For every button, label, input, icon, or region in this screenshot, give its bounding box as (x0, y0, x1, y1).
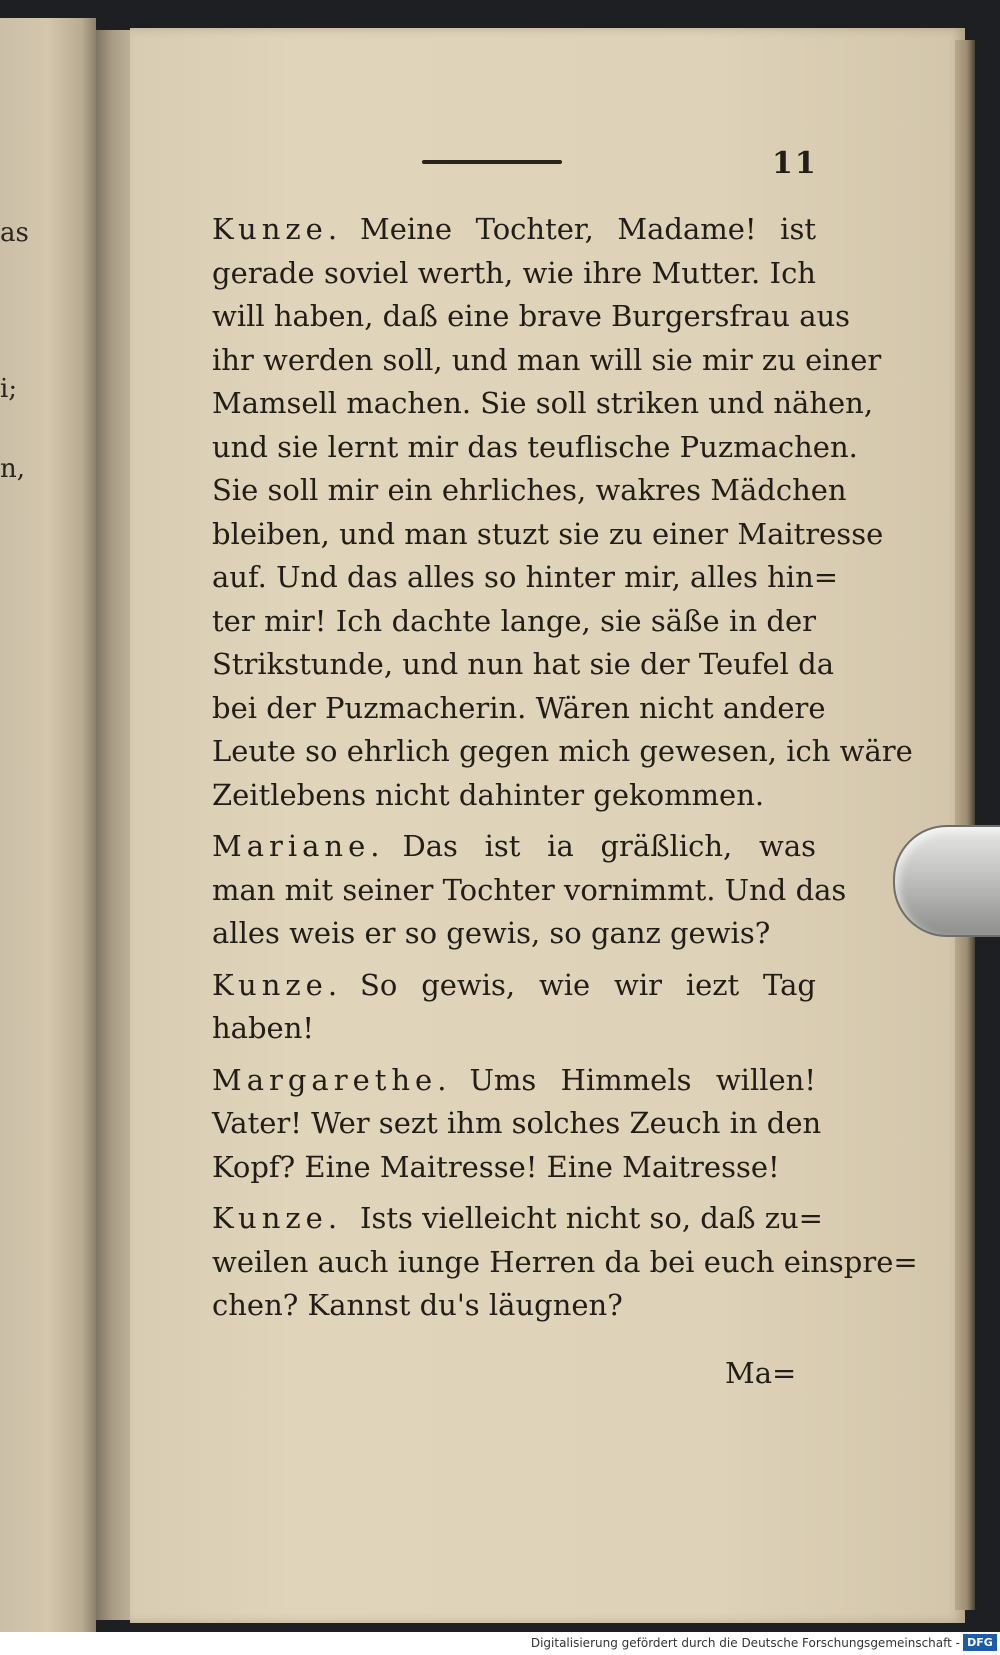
text-line: Kopf? Eine Maitresse! Eine Maitresse! (212, 1149, 780, 1184)
bookmark-tab-icon (893, 825, 1000, 937)
text-line: Meine Tochter, Madame! ist (360, 212, 816, 246)
text-line: weilen auch iunge Herren da bei euch einspre= (212, 1244, 918, 1279)
dfg-logo-icon: DFG (963, 1634, 997, 1651)
catchword: Ma= (725, 1356, 797, 1390)
speaker-name: Margarethe. (212, 1062, 452, 1097)
text-line: will haben, daß eine brave Burgersfrau aus (212, 299, 851, 333)
text-line: chen? Kannst du's läugnen? (212, 1288, 623, 1322)
text-line: ter mir! Ich dachte lange, sie säße in der (212, 603, 816, 638)
dialogue-paragraph (168, 208, 913, 817)
text-line: So gewis, wie wir iezt Tag (360, 967, 816, 1002)
funding-credit: Digitalisierung gefördert durch die Deutsche Forschungsgemeinschaft - (530, 1636, 960, 1650)
text-line: Zeitlebens nicht dahinter gekommen. (212, 777, 765, 812)
text-line: Sie soll mir ein ehrliches, wakres Mädchen (212, 473, 847, 507)
left-page-fragment: as (0, 218, 29, 248)
left-page-fragment: n, (0, 454, 26, 484)
speaker-name: Kunze. (212, 212, 343, 246)
text-line: Strikstunde, und nun hat sie der Teufel da (212, 647, 835, 681)
text-line: Ists vielleicht nicht so, daß zu= (360, 1201, 823, 1235)
text-line: bei der Puzmacherin. Wären nicht andere (212, 690, 826, 725)
speaker-name: Kunze. (212, 1201, 343, 1235)
dialogue-paragraph (168, 1059, 822, 1190)
text-line: man mit seiner Tochter vornimmt. Und das (212, 872, 847, 907)
page-number: 11 (772, 146, 818, 181)
dialogue-paragraph (168, 1197, 918, 1328)
text-line: bleiben, und man stuzt sie zu einer Maitresse (212, 516, 884, 551)
left-page-edge (0, 18, 96, 1632)
text-line: haben! (212, 1011, 315, 1045)
footer-bar (0, 1632, 1000, 1655)
speaker-name: Kunze. (212, 967, 343, 1002)
header-rule (422, 160, 562, 164)
text-line: alles weis er so gewis, so ganz gewis? (212, 916, 771, 950)
text-line: auf. Und das alles so hinter mir, alles hin= (212, 560, 839, 594)
text-line: und sie lernt mir das teuflische Puzmachen. (212, 429, 858, 464)
text-line: Vater! Wer sezt ihm solches Zeuch in den (212, 1106, 822, 1140)
text-line: Mamsell machen. Sie soll striken und nähen, (212, 386, 874, 420)
speaker-name: Mariane. (212, 829, 385, 863)
text-line: ihr werden soll, und man will sie mir zu einer (212, 342, 882, 377)
left-page-fragment: i; (0, 374, 18, 404)
text-line: gerade soviel werth, wie ihre Mutter. Ich (212, 255, 816, 290)
dialogue-paragraph (168, 964, 816, 1051)
dialogue-text (168, 208, 918, 1336)
dialogue-paragraph (168, 825, 847, 956)
text-line: Das ist ia gräßlich, was (402, 829, 816, 863)
text-line: Leute so ehrlich gegen mich gewesen, ich wäre (212, 734, 913, 768)
text-line: Ums Himmels willen! (469, 1062, 816, 1097)
